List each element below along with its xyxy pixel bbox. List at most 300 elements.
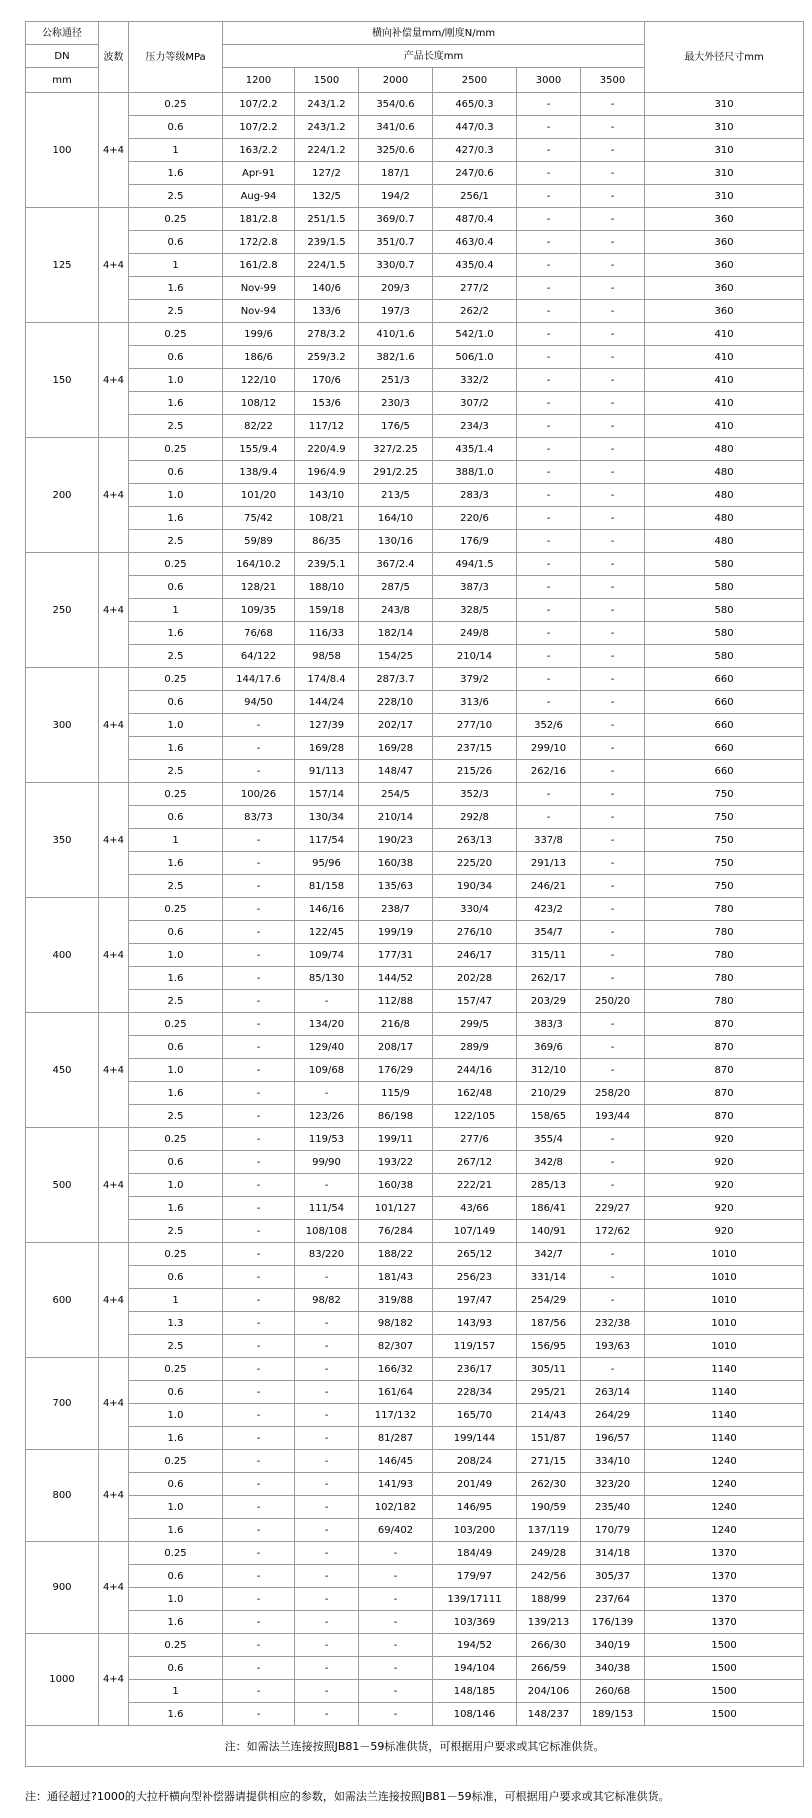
dn-cell: 600 [26,1243,99,1358]
max-od-cell: 1370 [645,1611,804,1634]
header-max-od: 最大外径尺寸mm [645,22,804,93]
value-cell: 234/3 [433,415,517,438]
value-cell: 299/5 [433,1013,517,1036]
value-cell: 122/105 [433,1105,517,1128]
value-cell: - [517,691,581,714]
pressure-cell: 1 [129,599,223,622]
max-od-cell: 1370 [645,1588,804,1611]
value-cell: - [581,599,645,622]
value-cell: - [223,1473,295,1496]
value-cell: - [223,1565,295,1588]
value-cell: - [581,691,645,714]
max-od-cell: 580 [645,645,804,668]
max-od-cell: 660 [645,714,804,737]
value-cell: 188/22 [359,1243,433,1266]
value-cell: - [517,553,581,576]
pressure-cell: 0.6 [129,231,223,254]
value-cell: 107/2.2 [223,116,295,139]
table-row [26,645,804,668]
pressure-cell: 1 [129,254,223,277]
table-row [26,829,804,852]
dn-cell: 900 [26,1542,99,1634]
table-row [26,208,804,231]
value-cell: 176/29 [359,1059,433,1082]
max-od-cell: 310 [645,116,804,139]
table-row [26,1657,804,1680]
max-od-cell: 580 [645,576,804,599]
value-cell: 216/8 [359,1013,433,1036]
value-cell: 98/82 [295,1289,359,1312]
value-cell: 299/10 [517,737,581,760]
value-cell: 117/54 [295,829,359,852]
pressure-cell: 1.0 [129,1174,223,1197]
value-cell: - [581,1266,645,1289]
value-cell: 224/1.5 [295,254,359,277]
value-cell: - [295,1542,359,1565]
value-cell: 202/28 [433,967,517,990]
value-cell: 319/88 [359,1289,433,1312]
table-row [26,852,804,875]
value-cell: - [359,1680,433,1703]
value-cell: - [581,576,645,599]
waves-cell: 4+4 [99,1358,129,1450]
value-cell: 307/2 [433,392,517,415]
value-cell: 117/132 [359,1404,433,1427]
max-od-cell: 920 [645,1174,804,1197]
waves-cell: 4+4 [99,1634,129,1726]
max-od-cell: 310 [645,185,804,208]
max-od-cell: 1010 [645,1335,804,1358]
value-cell: 236/17 [433,1358,517,1381]
value-cell: 86/35 [295,530,359,553]
value-cell: - [359,1657,433,1680]
value-cell: - [581,553,645,576]
value-cell: 119/53 [295,1128,359,1151]
pressure-cell: 1.6 [129,277,223,300]
value-cell: 91/113 [295,760,359,783]
value-cell: - [581,1174,645,1197]
max-od-cell: 780 [645,921,804,944]
pressure-cell: 1.6 [129,622,223,645]
max-od-cell: 1500 [645,1634,804,1657]
value-cell: 204/106 [517,1680,581,1703]
value-cell: 85/130 [295,967,359,990]
value-cell: - [581,254,645,277]
table-row [26,438,804,461]
value-cell: 103/200 [433,1519,517,1542]
pressure-cell: 1.0 [129,1404,223,1427]
value-cell: - [223,1611,295,1634]
value-cell: 115/9 [359,1082,433,1105]
pressure-cell: 0.6 [129,691,223,714]
value-cell: 256/23 [433,1266,517,1289]
dn-cell: 100 [26,93,99,208]
table-row [26,921,804,944]
header-length-3500: 3500 [581,68,645,93]
value-cell: 165/70 [433,1404,517,1427]
value-cell: 243/1.2 [295,116,359,139]
value-cell: 334/10 [581,1450,645,1473]
pressure-cell: 0.25 [129,1634,223,1657]
waves-cell: 4+4 [99,668,129,783]
pressure-cell: 2.5 [129,300,223,323]
dn-cell: 200 [26,438,99,553]
pressure-cell: 1.0 [129,714,223,737]
value-cell: 102/182 [359,1496,433,1519]
max-od-cell: 750 [645,829,804,852]
table-note: 注：如需法兰连接按照JB81－59标准供货，可根据用户要求或其它标准供货。 [26,1726,804,1767]
value-cell: 239/5.1 [295,553,359,576]
table-row [26,944,804,967]
table-row [26,1381,804,1404]
max-od-cell: 580 [645,622,804,645]
value-cell: 285/13 [517,1174,581,1197]
value-cell: 291/13 [517,852,581,875]
pressure-cell: 0.6 [129,1266,223,1289]
value-cell: 143/93 [433,1312,517,1335]
value-cell: 170/6 [295,369,359,392]
value-cell: - [295,1634,359,1657]
value-cell: 174/8.4 [295,668,359,691]
value-cell: 342/8 [517,1151,581,1174]
value-cell: - [295,1450,359,1473]
value-cell: 271/15 [517,1450,581,1473]
value-cell: 101/20 [223,484,295,507]
table-row [26,323,804,346]
value-cell: 203/29 [517,990,581,1013]
max-od-cell: 780 [645,967,804,990]
value-cell: 108/108 [295,1220,359,1243]
value-cell: 98/182 [359,1312,433,1335]
max-od-cell: 870 [645,1059,804,1082]
max-od-cell: 660 [645,668,804,691]
value-cell: - [223,1266,295,1289]
value-cell: - [223,944,295,967]
max-od-cell: 750 [645,852,804,875]
table-row [26,346,804,369]
pressure-cell: 1.6 [129,1197,223,1220]
value-cell: 435/0.4 [433,254,517,277]
value-cell: 379/2 [433,668,517,691]
pressure-cell: 1.0 [129,1059,223,1082]
value-cell: 163/2.2 [223,139,295,162]
value-cell: 94/50 [223,691,295,714]
value-cell: - [517,461,581,484]
value-cell: 230/3 [359,392,433,415]
pressure-cell: 0.25 [129,438,223,461]
table-row [26,415,804,438]
table-row [26,622,804,645]
value-cell: 151/87 [517,1427,581,1450]
value-cell: 157/14 [295,783,359,806]
value-cell: 254/5 [359,783,433,806]
table-row [26,93,804,116]
max-od-cell: 480 [645,438,804,461]
value-cell: - [581,1151,645,1174]
dn-cell: 300 [26,668,99,783]
table-row [26,185,804,208]
value-cell: 166/32 [359,1358,433,1381]
value-cell: 239/1.5 [295,231,359,254]
value-cell: 160/38 [359,1174,433,1197]
value-cell: 190/34 [433,875,517,898]
value-cell: 305/37 [581,1565,645,1588]
table-row [26,277,804,300]
table-row [26,1151,804,1174]
header-length-3000: 3000 [517,68,581,93]
value-cell: - [581,1128,645,1151]
value-cell: - [517,415,581,438]
table-row [26,1220,804,1243]
value-cell: 108/21 [295,507,359,530]
value-cell: 101/127 [359,1197,433,1220]
value-cell: 209/3 [359,277,433,300]
pressure-cell: 0.6 [129,346,223,369]
value-cell: 215/26 [433,760,517,783]
value-cell: 86/198 [359,1105,433,1128]
value-cell: - [295,1174,359,1197]
value-cell: - [223,1450,295,1473]
value-cell: - [295,1473,359,1496]
value-cell: - [295,1588,359,1611]
table-row [26,1243,804,1266]
value-cell: - [223,1680,295,1703]
dn-cell: 700 [26,1358,99,1450]
value-cell: - [581,139,645,162]
max-od-cell: 310 [645,139,804,162]
value-cell: 146/95 [433,1496,517,1519]
value-cell: 172/2.8 [223,231,295,254]
waves-cell: 4+4 [99,1243,129,1358]
value-cell: 95/96 [295,852,359,875]
value-cell: 208/24 [433,1450,517,1473]
table-row [26,1197,804,1220]
max-od-cell: 360 [645,277,804,300]
value-cell: 197/47 [433,1289,517,1312]
table-row [26,1105,804,1128]
value-cell: 186/6 [223,346,295,369]
table-row [26,1358,804,1381]
table-row [26,369,804,392]
value-cell: 190/23 [359,829,433,852]
value-cell: - [359,1542,433,1565]
value-cell: 340/19 [581,1634,645,1657]
value-cell: - [581,93,645,116]
value-cell: 228/10 [359,691,433,714]
pressure-cell: 0.25 [129,1243,223,1266]
max-od-cell: 660 [645,691,804,714]
value-cell: 75/42 [223,507,295,530]
table-row [26,875,804,898]
header-length-1500: 1500 [295,68,359,93]
value-cell: 314/18 [581,1542,645,1565]
value-cell: 130/16 [359,530,433,553]
max-od-cell: 920 [645,1151,804,1174]
value-cell: - [223,1128,295,1151]
waves-cell: 4+4 [99,323,129,438]
dn-cell: 150 [26,323,99,438]
table-row [26,139,804,162]
value-cell: - [517,277,581,300]
pressure-cell: 0.25 [129,323,223,346]
value-cell: 295/21 [517,1381,581,1404]
value-cell: - [295,1335,359,1358]
waves-cell: 4+4 [99,1542,129,1634]
value-cell: 127/2 [295,162,359,185]
header-nominal-diameter: 公称通径 [26,22,99,45]
value-cell: 199/6 [223,323,295,346]
value-cell: - [359,1565,433,1588]
pressure-cell: 0.25 [129,668,223,691]
value-cell: 132/5 [295,185,359,208]
value-cell: 196/4.9 [295,461,359,484]
value-cell: 82/307 [359,1335,433,1358]
value-cell: 143/10 [295,484,359,507]
value-cell: - [581,1059,645,1082]
value-cell: - [517,806,581,829]
table-row [26,1542,804,1565]
max-od-cell: 920 [645,1197,804,1220]
value-cell: 83/73 [223,806,295,829]
table-row [26,1680,804,1703]
table-row [26,116,804,139]
value-cell: 98/58 [295,645,359,668]
value-cell: 100/26 [223,783,295,806]
table-row [26,507,804,530]
value-cell: 243/1.2 [295,93,359,116]
pressure-cell: 1.6 [129,852,223,875]
value-cell: - [581,323,645,346]
value-cell: 256/1 [433,185,517,208]
value-cell: 181/43 [359,1266,433,1289]
value-cell: - [581,806,645,829]
table-row [26,1565,804,1588]
table-row [26,484,804,507]
max-od-cell: 1010 [645,1266,804,1289]
value-cell: - [223,1197,295,1220]
value-cell: - [581,369,645,392]
value-cell: 169/28 [295,737,359,760]
value-cell: 542/1.0 [433,323,517,346]
value-cell: - [581,1358,645,1381]
max-od-cell: 360 [645,208,804,231]
value-cell: 249/28 [517,1542,581,1565]
max-od-cell: 410 [645,415,804,438]
table-row [26,576,804,599]
value-cell: 108/12 [223,392,295,415]
pressure-cell: 2.5 [129,645,223,668]
value-cell: 202/17 [359,714,433,737]
value-cell: - [581,852,645,875]
value-cell: - [295,1266,359,1289]
value-cell: 435/1.4 [433,438,517,461]
pressure-cell: 1.0 [129,944,223,967]
pressure-cell: 0.6 [129,921,223,944]
value-cell: 235/40 [581,1496,645,1519]
value-cell: 382/1.6 [359,346,433,369]
max-od-cell: 1140 [645,1427,804,1450]
table-row [26,231,804,254]
value-cell: - [517,484,581,507]
value-cell: 342/7 [517,1243,581,1266]
value-cell: 243/8 [359,599,433,622]
value-cell: 159/18 [295,599,359,622]
value-cell: 187/56 [517,1312,581,1335]
pressure-cell: 0.6 [129,806,223,829]
value-cell: 313/6 [433,691,517,714]
header-compensation: 横向补偿量mm/刚度N/mm [223,22,645,45]
value-cell: - [517,346,581,369]
value-cell: - [223,1519,295,1542]
value-cell: 137/119 [517,1519,581,1542]
table-row [26,392,804,415]
table-row [26,553,804,576]
value-cell: 229/27 [581,1197,645,1220]
pressure-cell: 1.6 [129,507,223,530]
pressure-cell: 0.25 [129,1128,223,1151]
pressure-cell: 1 [129,1680,223,1703]
header-length-2500: 2500 [433,68,517,93]
value-cell: - [581,898,645,921]
table-row [26,1059,804,1082]
table-row [26,1289,804,1312]
value-cell: 383/3 [517,1013,581,1036]
value-cell: 109/74 [295,944,359,967]
table-row [26,990,804,1013]
value-cell: - [359,1703,433,1726]
value-cell: - [295,1381,359,1404]
value-cell: 220/6 [433,507,517,530]
value-cell: 108/146 [433,1703,517,1726]
table-row [26,599,804,622]
value-cell: 354/7 [517,921,581,944]
max-od-cell: 480 [645,507,804,530]
pressure-cell: 1.6 [129,967,223,990]
value-cell: 352/3 [433,783,517,806]
value-cell: 176/5 [359,415,433,438]
value-cell: 196/57 [581,1427,645,1450]
value-cell: 194/52 [433,1634,517,1657]
value-cell: - [517,231,581,254]
value-cell: 154/25 [359,645,433,668]
value-cell: 277/2 [433,277,517,300]
value-cell: - [223,1335,295,1358]
pressure-cell: 0.6 [129,1657,223,1680]
table-row [26,300,804,323]
value-cell: 289/9 [433,1036,517,1059]
max-od-cell: 750 [645,875,804,898]
value-cell: 184/49 [433,1542,517,1565]
max-od-cell: 1500 [645,1703,804,1726]
value-cell: 262/16 [517,760,581,783]
value-cell: 188/99 [517,1588,581,1611]
waves-cell: 4+4 [99,438,129,553]
value-cell: - [581,507,645,530]
value-cell: - [581,484,645,507]
value-cell: - [517,323,581,346]
value-cell: - [359,1611,433,1634]
value-cell: 128/21 [223,576,295,599]
value-cell: - [223,1657,295,1680]
value-cell: - [581,944,645,967]
value-cell: 76/68 [223,622,295,645]
table-row [26,737,804,760]
value-cell: - [359,1634,433,1657]
value-cell: 148/47 [359,760,433,783]
value-cell: - [223,852,295,875]
value-cell: 262/17 [517,967,581,990]
value-cell: 387/3 [433,576,517,599]
